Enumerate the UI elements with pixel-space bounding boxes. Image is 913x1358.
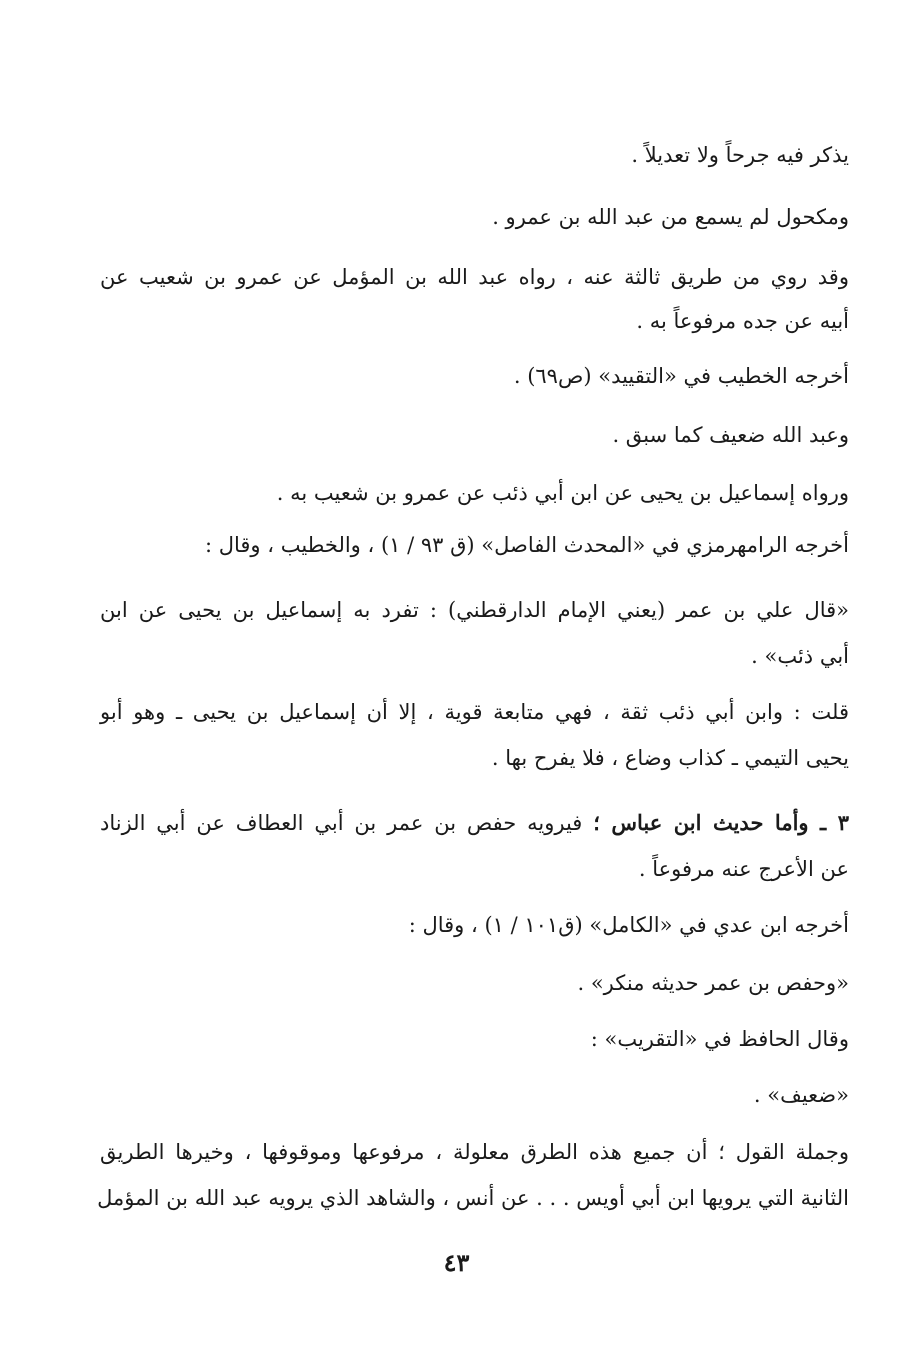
text-line: أبي ذئب» . [751,644,849,668]
text-line: «قال علي بن عمر (يعني الإمام الدارقطني) : تفرد به إسماعيل بن يحيى عن ابن [100,598,849,622]
text-line: وعبد الله ضعيف كما سبق . [612,423,849,447]
text-line: يذكر فيه جرحاً ولا تعديلاً . [631,143,849,167]
section-heading: ٣ ـ وأما حديث ابن عباس ؛ [593,810,849,835]
text-line: يحيى التيمي ـ كذاب وضاع ، فلا يفرح بها . [491,746,849,770]
text-line: وجملة القول ؛ أن جميع هذه الطرق معلولة ، مرفوعها وموقوفها ، وخيرها الطريق [100,1140,849,1164]
text-line: أخرجه الرامهرمزي في «المحدث الفاصل» (ق ٩٣ / ١) ، والخطيب ، وقال : [204,533,849,557]
text-line: الثانية التي يرويها ابن أبي أويس . . . عن أنس ، والشاهد الذي يرويه عبد الله بن المؤمل [97,1186,849,1210]
text-line: عن الأعرج عنه مرفوعاً . [638,857,849,881]
text-line: «وحفص بن عمر حديثه منكر» . [577,971,849,995]
page-number: ٤٣ [443,1248,470,1277]
text-line: ومكحول لم يسمع من عبد الله بن عمرو . [492,205,849,229]
text-line: أبيه عن جده مرفوعاً به . [636,309,849,333]
text-line: ورواه إسماعيل بن يحيى عن ابن أبي ذئب عن عمرو بن شعيب به . [276,481,849,505]
text-line: أخرجه الخطيب في «التقييد» (ص٦٩) . [513,364,849,388]
text-line: «ضعيف» . [753,1083,849,1107]
text-line [100,808,849,838]
text-line: وقال الحافظ في «التقريب» : [590,1027,849,1051]
text-line-rest: فيرويه حفص بن عمر بن أبي العطاف عن أبي الزناد [100,811,583,835]
text-line: أخرجه ابن عدي في «الكامل» (ق١٠١ / ١) ، وقال : [408,913,849,937]
text-line: قلت : وابن أبي ذئب ثقة ، فهي متابعة قوية ، إلا أن إسماعيل بن يحيى ـ وهو أبو [100,700,849,724]
text-line: وقد روي من طريق ثالثة عنه ، رواه عبد الله بن المؤمل عن عمرو بن شعيب عن [100,265,849,289]
